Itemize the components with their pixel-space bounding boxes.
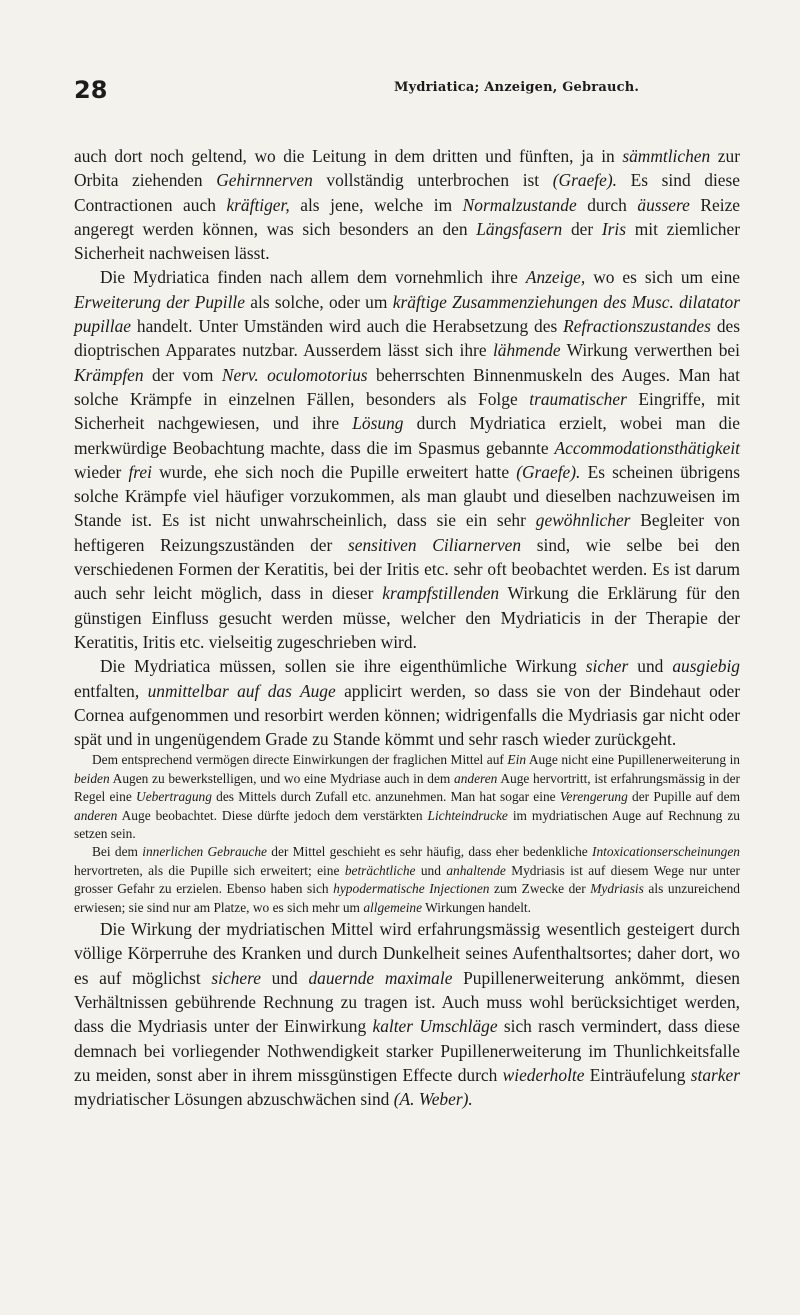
page-number: 28 [74,76,108,104]
italic-text: Nerv. oculomotorius [221,364,368,385]
text-run: als solche, oder um [244,291,393,312]
italic-text: Intoxicationserscheinungen [592,844,741,860]
italic-text: Lichteindrucke [427,807,508,823]
italic-text: Erweiterung der Pupille [74,291,245,312]
text-run: auch dort noch geltend, wo die Leitung in dem dritten und fünften, ja in [74,146,623,166]
italic-text: lähmende [492,340,561,361]
italic-text: sensitiven Ciliarnerven [347,534,522,555]
text-run: Pupillenerweiterung ankömmt, diesen Verhältnissen gebührende Rechnung zu tragen ist. Auch muss wohl berücksichtiget werden, dass die Mydriasis unter der Einwirkung [74,967,741,1037]
italic-text: Gehirnnerven [216,170,313,191]
italic-text: anderen [454,770,498,786]
italic-text: hypodermatische Injectionen [333,881,490,897]
text-run: zur Orbita ziehenden [74,146,740,191]
italic-text: gewöhnlicher [535,510,631,531]
text-run: der [562,218,602,239]
text-run: des Mittels durch Zufall etc. anzunehmen. Man hat sogar eine [211,789,560,805]
italic-text: Iris [601,218,627,239]
italic-text: krampfstillenden [382,583,500,604]
body-paragraph [74,144,740,265]
text-run: Wirkungen handelt. [422,899,531,915]
italic-text: (Graefe). [516,461,581,482]
body-paragraph [74,917,740,1111]
running-head: Mydriatica; Anzeigen, Gebrauch. [394,80,640,95]
text-run: Bei dem [92,844,143,860]
italic-text: allgemeine [363,899,423,915]
italic-text: kräftige Zusammenziehungen des Musc. dilatator pupillae [74,291,740,337]
text-run: der Pupille auf dem [627,789,740,805]
text-run: im mydriatischen Auge auf Rechnung zu setzen sein. [74,807,740,842]
text-run: Dem entsprechend vermögen directe Einwirkungen der fraglichen Mittel auf [92,752,508,768]
text-run: Wirkung die Erklärung für den günstigen Einfluss gesucht werden müsse, welcher den Mydriaticis in der Therapie der Keratitis, Iritis etc. vielseitig zugeschrieben wird. [74,583,740,652]
italic-text: (Graefe). [552,170,617,191]
text-run: applicirt werden, so dass sie von der Bindehaut oder Cornea aufgenommen und resorbirt werden können; widrigenfalls die Mydriasis gar nicht oder spät und in ungenügendem Grade zu Stande kömmt und sehr rasch wieder zurückgeht. [74,680,741,750]
page-body [74,144,740,1111]
text-run: Begleiter von heftigeren Reizungszuständen der [74,510,740,555]
italic-text: Lösung [352,413,404,434]
text-run: Die Mydriatica finden nach allem dem vornehmlich ihre [100,267,526,288]
text-run: und [628,656,673,677]
italic-text: Ein [507,752,527,768]
italic-text: ausgiebig [672,656,740,677]
text-run: Mydriasis ist auf diesem Wege nur unter grosser Gefahr zu erzielen. Ebenso haben sich [74,862,741,897]
text-run: wurde, ehe sich noch die Pupille erweitert hatte [151,461,517,482]
text-run: hervortreten, als die Pupille sich erweitert; eine [74,862,345,878]
italic-text: Refractionszustandes [563,316,711,337]
text-run: wo es sich um eine [585,267,740,288]
text-run: mit ziemlicher Sicherheit nachweisen lässt. [74,218,740,264]
text-run: Reize angeregt werden können, was sich besonders an den [74,194,741,239]
italic-text: Normalzustande [462,194,577,215]
text-run: handelt. Unter Umständen wird auch die Herabsetzung des [131,316,564,337]
page-header [74,76,748,106]
body-paragraph [74,265,740,654]
italic-text: traumatischer [529,388,627,409]
text-run: sind, wie selbe bei den verschiedenen Formen der Keratitis, bei der Iritis etc. sehr oft beobachtet werden. Es ist darum auch sehr leicht möglich, dass in dieser [74,534,740,604]
italic-text: Anzeige, [525,267,586,288]
text-run: Augen zu bewerkstelligen, und wo eine Mydriase auch in dem [109,770,454,786]
italic-text: beiden [74,770,110,786]
text-run: Auge beobachtet. Diese dürfte jedoch dem verstärkten [117,807,428,823]
text-run: der vom [143,364,222,385]
text-run: durch Mydriatica erzielt, wobei man die merkwürdige Beobachtung machte, dass die im Spasmus gebannte [74,413,740,458]
text-run: Auge hervortritt, ist erfahrungsmässig in der Regel eine [74,770,740,805]
italic-text: (A. Weber). [393,1089,473,1110]
italic-text: Mydriasis [590,881,644,897]
text-run: Auge nicht eine Pupillenerweiterung in [526,752,740,768]
italic-text: wiederholte [502,1064,585,1085]
text-run: entfalten, [74,680,148,701]
text-run: vollständig unterbrochen ist [312,170,553,191]
italic-text: kräftiger, [226,194,290,215]
italic-text: dauernde maximale [308,967,453,988]
text-run: sich rasch vermindert, dass diese demnach bei vorliegender Nothwendigkeit starker Pupillenerweiterung im Thunlichkeitsfalle zu meiden, sonst aber in ihrem missgünstigen Effecte durch [74,1016,740,1085]
text-run: als unzureichend erwiesen; sie sind nur am Platze, wo es sich mehr um [74,881,741,915]
footnote-paragraph [74,843,740,917]
italic-text: frei [128,461,152,482]
text-run: Einträufelung [584,1064,691,1085]
text-run: durch [576,194,638,215]
text-run: Es sind diese Contractionen auch [74,170,740,215]
text-run: Eingriffe, mit Sicherheit nachgewiesen, und ihre [74,388,740,434]
italic-text: Längsfasern [476,218,563,239]
footnote-paragraph [74,751,740,843]
text-run: Die Wirkung der mydriatischen Mittel wird erfahrungsmässig wesentlich gesteigert durch völlige Körperruhe des Kranken und durch Dunkelheit seines Aufenthaltsortes; daher dort, wo es auf möglichst [74,919,740,988]
italic-text: Uebertragung [136,789,212,805]
text-run: Die Mydriatica müssen, sollen sie ihre eigenthümliche Wirkung [100,656,586,677]
italic-text: anhaltende [446,862,506,878]
text-run: zum Zwecke der [489,881,591,897]
text-run: als jene, welche im [289,194,463,215]
italic-text: sicher [585,656,629,677]
italic-text: äussere [637,194,690,215]
text-run: mydriatischer Lösungen abzuschwächen sind [74,1089,394,1110]
text-run: und [415,862,447,878]
text-run: beherrschten Binnenmuskeln des Auges. Man hat solche Krämpfe in einzelnen Fällen, besonders als Folge [74,364,740,409]
italic-text: sämmtlichen [622,146,711,166]
text-run: wieder [74,461,129,482]
italic-text: unmittelbar auf das Auge [147,680,336,701]
text-run: des dioptrischen Apparates nutzbar. Ausserdem lässt sich ihre [74,316,740,361]
text-run: Es scheinen übrigens solche Krämpfe viel häufiger vorzukommen, als man glaubt und dieselben nachzuweisen im Stande ist. Es ist nicht unwahrscheinlich, dass sie ein sehr [74,461,740,531]
italic-text: kalter Umschläge [372,1016,498,1037]
text-run: und [260,967,309,988]
italic-text: starker [690,1064,740,1085]
italic-text: beträchtliche [344,862,416,878]
body-paragraph [74,654,740,751]
italic-text: Krämpfen [74,364,144,385]
italic-text: Accommodationsthätigkeit [554,437,740,458]
italic-text: anderen [74,807,118,823]
text-run: Wirkung verwerthen bei [560,340,740,361]
italic-text: innerlichen Gebrauche [142,844,267,860]
italic-text: Verengerung [559,789,628,805]
text-run: der Mittel geschieht es sehr häufig, dass eher bedenkliche [266,844,592,860]
italic-text: sichere [211,967,261,988]
